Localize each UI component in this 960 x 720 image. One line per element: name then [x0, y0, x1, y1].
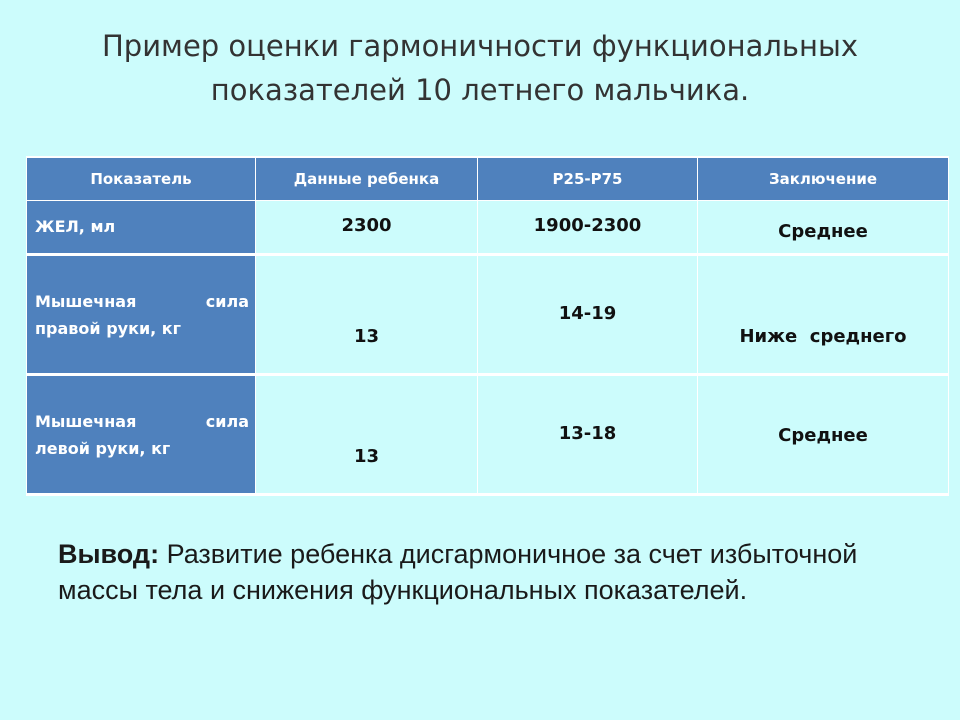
- child-value: 13: [353, 446, 380, 467]
- slide-title: [0, 24, 960, 112]
- conclusion-cell: [698, 255, 949, 375]
- indicators-table: [26, 156, 949, 496]
- indicator-cell: [27, 255, 256, 375]
- table-header-row: [27, 157, 949, 201]
- indicator-label: [35, 288, 249, 342]
- child-value: 13: [353, 326, 380, 347]
- range-cell: [478, 255, 698, 375]
- conclusion-cell: [698, 201, 949, 255]
- indicator-label-line-2: правой руки, кг: [35, 319, 182, 338]
- range-value: 13-18: [558, 423, 617, 444]
- range-value: 1900-2300: [533, 215, 642, 236]
- indicator-cell: [27, 201, 256, 255]
- header-percentile-range: Р25-Р75: [478, 157, 698, 201]
- indicator-label-line-2: левой руки, кг: [35, 439, 171, 458]
- header-conclusion: Заключение: [698, 157, 949, 201]
- conclusion-value: Среднее: [778, 425, 868, 446]
- conclusion-cell: [698, 375, 949, 495]
- indicator-label-line-1: Мышечная сила: [35, 412, 249, 431]
- slide-title-line-2: показателей 10 летнего мальчика.: [210, 73, 750, 107]
- conclusion-paragraph: [58, 536, 898, 608]
- child-value-cell: [256, 201, 478, 255]
- child-value-cell: [256, 375, 478, 495]
- conclusion-value: Ниже среднего: [739, 326, 907, 347]
- indicator-label-line-1: Мышечная сила: [35, 292, 249, 311]
- indicator-label: [35, 408, 249, 462]
- table-row: [27, 375, 949, 495]
- header-child-data: Данные ребенка: [256, 157, 478, 201]
- header-indicator: Показатель: [27, 157, 256, 201]
- range-value: 14-19: [558, 303, 617, 324]
- table-row: [27, 201, 949, 255]
- conclusion-value: Среднее: [778, 221, 868, 242]
- conclusion-label: Вывод:: [58, 539, 160, 569]
- range-cell: [478, 375, 698, 495]
- indicator-cell: [27, 375, 256, 495]
- slide-title-line-1: Пример оценки гармоничности функциональных: [102, 29, 858, 63]
- range-cell: [478, 201, 698, 255]
- child-value: 2300: [341, 215, 392, 236]
- conclusion-text: Развитие ребенка дисгармоничное за счет избыточной массы тела и снижения функциональных показателей.: [58, 539, 858, 605]
- indicator-label: ЖЕЛ, мл: [35, 217, 116, 236]
- child-value-cell: [256, 255, 478, 375]
- table-row: [27, 255, 949, 375]
